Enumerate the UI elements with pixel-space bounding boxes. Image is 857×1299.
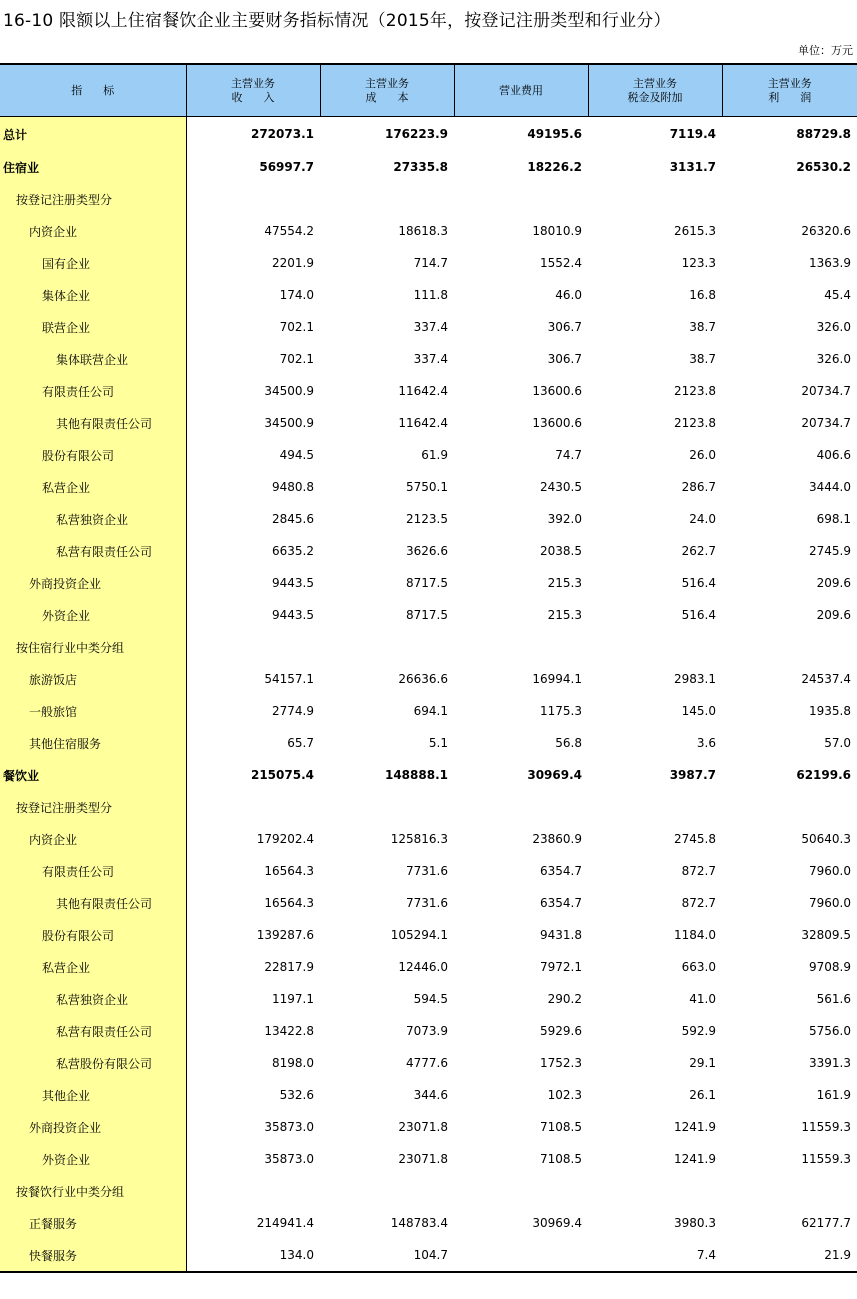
table-row [0, 439, 857, 471]
table-row [0, 375, 857, 407]
row-label: 股份有限公司 [0, 439, 186, 471]
table-cell: 16994.1 [532, 672, 582, 686]
table-cell: 11642.4 [398, 416, 448, 430]
table-cell: 5.1 [428, 736, 448, 750]
table-row [0, 1015, 857, 1047]
table-row [0, 1175, 857, 1207]
table-cell: 13422.8 [264, 1024, 314, 1038]
table-cell: 11642.4 [398, 384, 448, 398]
table-cell [320, 791, 454, 823]
table-cell: 54157.1 [264, 672, 314, 686]
table-row [0, 1079, 857, 1111]
table-cell: 5756.0 [809, 1024, 851, 1038]
header-row [0, 64, 857, 117]
table-cell [454, 791, 588, 823]
table-cell: 702.1 [279, 352, 314, 366]
table-cell: 1175.3 [540, 704, 582, 718]
row-label: 按登记注册类型分 [0, 183, 186, 215]
table-cell [588, 183, 722, 215]
table-cell: 179202.4 [256, 832, 314, 846]
table-cell: 56.8 [555, 736, 582, 750]
table-cell: 516.4 [681, 608, 716, 622]
table-cell: 7972.1 [540, 960, 582, 974]
table-cell: 3391.3 [809, 1056, 851, 1070]
table-row [0, 1047, 857, 1079]
table-cell: 7073.9 [406, 1024, 448, 1038]
table-cell: 18226.2 [527, 160, 582, 174]
table-cell [186, 183, 320, 215]
table-row [0, 887, 857, 919]
table-row [0, 343, 857, 375]
table-cell: 24537.4 [801, 672, 851, 686]
table-cell: 41.0 [689, 992, 716, 1006]
table-cell: 23860.9 [532, 832, 582, 846]
table-cell: 209.6 [816, 576, 851, 590]
table-cell: 11559.3 [801, 1152, 851, 1166]
table-cell: 35873.0 [264, 1152, 314, 1166]
table-cell: 7119.4 [669, 127, 716, 141]
row-label: 私营股份有限公司 [0, 1047, 186, 1079]
table-row [0, 855, 857, 887]
table-cell: 6354.7 [540, 864, 582, 878]
row-label: 总计 [0, 117, 186, 152]
table-cell: 2745.9 [809, 544, 851, 558]
table-cell [722, 791, 857, 823]
table-row [0, 631, 857, 663]
table-cell: 22817.9 [264, 960, 314, 974]
table-row [0, 407, 857, 439]
table-cell: 306.7 [547, 352, 582, 366]
table-cell [722, 1175, 857, 1207]
table-cell: 139287.6 [256, 928, 314, 942]
table-cell: 11559.3 [801, 1120, 851, 1134]
table-cell: 62199.6 [796, 768, 851, 782]
table-cell: 161.9 [816, 1088, 851, 1102]
table-cell: 148888.1 [384, 768, 448, 782]
table-cell: 8198.0 [272, 1056, 314, 1070]
table-cell: 344.6 [413, 1088, 448, 1102]
table-cell: 326.0 [816, 352, 851, 366]
table-cell: 306.7 [547, 320, 582, 334]
table-cell: 532.6 [279, 1088, 314, 1102]
row-label: 内资企业 [0, 215, 186, 247]
table-cell [454, 1239, 588, 1272]
table-cell: 3444.0 [809, 480, 851, 494]
table-cell: 21.9 [722, 1239, 857, 1272]
table-cell: 337.4 [413, 320, 448, 334]
table-cell: 30969.4 [527, 768, 582, 782]
table-cell: 35873.0 [264, 1120, 314, 1134]
table-row [0, 695, 857, 727]
table-row [0, 983, 857, 1015]
table-cell: 2123.8 [674, 384, 716, 398]
table-cell: 9480.8 [272, 480, 314, 494]
table-cell: 38.7 [689, 352, 716, 366]
table-cell: 46.0 [555, 288, 582, 302]
row-label: 正餐服务 [0, 1207, 186, 1239]
row-label: 私营企业 [0, 951, 186, 983]
table-cell: 1184.0 [674, 928, 716, 942]
table-row [0, 919, 857, 951]
table-cell: 2745.8 [674, 832, 716, 846]
row-label: 外商投资企业 [0, 567, 186, 599]
table-cell [186, 1175, 320, 1207]
table-cell: 1241.9 [674, 1152, 716, 1166]
table-cell: 9443.5 [272, 576, 314, 590]
table-cell: 26530.2 [796, 160, 851, 174]
table-cell [320, 631, 454, 663]
table-cell: 34500.9 [264, 416, 314, 430]
column-header: 主营业务 成 本 [320, 64, 454, 117]
table-cell: 174.0 [279, 288, 314, 302]
table-cell: 1241.9 [674, 1120, 716, 1134]
table-cell: 3131.7 [669, 160, 716, 174]
table-cell: 176223.9 [384, 127, 448, 141]
table-cell: 18618.3 [398, 224, 448, 238]
table-row [0, 1111, 857, 1143]
table-cell [320, 183, 454, 215]
table-cell: 516.4 [681, 576, 716, 590]
table-cell: 9708.9 [809, 960, 851, 974]
column-header: 主营业务 收 入 [186, 64, 320, 117]
table-row [0, 951, 857, 983]
table-cell: 714.7 [413, 256, 448, 270]
table-cell: 2845.6 [272, 512, 314, 526]
table-cell: 286.7 [681, 480, 716, 494]
table-cell: 50640.3 [801, 832, 851, 846]
table-cell: 6354.7 [540, 896, 582, 910]
table-cell: 5929.6 [540, 1024, 582, 1038]
table-cell: 49195.6 [527, 127, 582, 141]
table-row [0, 823, 857, 855]
row-label: 集体企业 [0, 279, 186, 311]
table-cell: 16.8 [689, 288, 716, 302]
row-label: 有限责任公司 [0, 375, 186, 407]
table-row [0, 503, 857, 535]
table-cell: 61.9 [421, 448, 448, 462]
table-cell: 8717.5 [406, 608, 448, 622]
table-cell [186, 791, 320, 823]
row-label: 有限责任公司 [0, 855, 186, 887]
table-row [0, 247, 857, 279]
row-label: 外资企业 [0, 1143, 186, 1175]
table-cell [454, 183, 588, 215]
table-cell: 4777.6 [406, 1056, 448, 1070]
table-cell: 105294.1 [390, 928, 448, 942]
row-label: 外资企业 [0, 599, 186, 631]
table-cell: 2123.5 [406, 512, 448, 526]
table-cell: 872.7 [681, 896, 716, 910]
row-label: 私营有限责任公司 [0, 535, 186, 567]
row-label: 快餐服务 [0, 1239, 186, 1272]
table-cell: 145.0 [681, 704, 716, 718]
table-cell: 26320.6 [801, 224, 851, 238]
table-row [0, 663, 857, 695]
table-cell: 16564.3 [264, 864, 314, 878]
table-cell: 214941.4 [256, 1216, 314, 1230]
table-row [0, 727, 857, 759]
table-row [0, 535, 857, 567]
table-cell: 7731.6 [406, 864, 448, 878]
table-cell [722, 631, 857, 663]
row-label: 其他住宿服务 [0, 727, 186, 759]
row-label: 内资企业 [0, 823, 186, 855]
row-label: 私营独资企业 [0, 983, 186, 1015]
table-cell: 9443.5 [272, 608, 314, 622]
table-cell: 65.7 [287, 736, 314, 750]
row-label: 一般旅馆 [0, 695, 186, 727]
table-cell: 26636.6 [398, 672, 448, 686]
row-label: 按餐饮行业中类分组 [0, 1175, 186, 1207]
row-label: 住宿业 [0, 151, 186, 183]
table-row [0, 567, 857, 599]
table-cell: 26.0 [689, 448, 716, 462]
table-cell: 18010.9 [532, 224, 582, 238]
table-row [0, 215, 857, 247]
table-cell: 38.7 [689, 320, 716, 334]
table-cell: 27335.8 [393, 160, 448, 174]
table-cell: 290.2 [547, 992, 582, 1006]
column-header: 指 标 [0, 64, 186, 117]
table-cell: 215.3 [547, 576, 582, 590]
table-cell [722, 183, 857, 215]
table-cell: 215075.4 [250, 768, 314, 782]
table-cell: 7731.6 [406, 896, 448, 910]
column-header: 主营业务 税金及附加 [588, 64, 722, 117]
table-cell: 3626.6 [406, 544, 448, 558]
table-cell: 9431.8 [540, 928, 582, 942]
table-cell: 23071.8 [398, 1120, 448, 1134]
table-row [0, 599, 857, 631]
table-cell: 1552.4 [540, 256, 582, 270]
table-cell: 13600.6 [532, 416, 582, 430]
row-label: 其他有限责任公司 [0, 887, 186, 919]
table-cell: 13600.6 [532, 384, 582, 398]
table-row [0, 279, 857, 311]
table-cell: 694.1 [413, 704, 448, 718]
row-label: 私营独资企业 [0, 503, 186, 535]
table-cell [454, 1175, 588, 1207]
table-cell: 57.0 [824, 736, 851, 750]
row-label: 其他有限责任公司 [0, 407, 186, 439]
row-label: 私营企业 [0, 471, 186, 503]
table-cell: 30969.4 [532, 1216, 582, 1230]
column-header: 主营业务 利 润 [722, 64, 857, 117]
table-cell: 2038.5 [540, 544, 582, 558]
row-label: 按登记注册类型分 [0, 791, 186, 823]
table-row [0, 1239, 857, 1272]
row-label: 集体联营企业 [0, 343, 186, 375]
table-cell: 74.7 [555, 448, 582, 462]
table-cell: 561.6 [816, 992, 851, 1006]
table-cell: 2983.1 [674, 672, 716, 686]
table-cell: 7960.0 [809, 896, 851, 910]
table-cell: 102.3 [547, 1088, 582, 1102]
table-cell: 594.5 [413, 992, 448, 1006]
row-label: 私营有限责任公司 [0, 1015, 186, 1047]
table-cell: 337.4 [413, 352, 448, 366]
table-row [0, 151, 857, 183]
table-cell: 7108.5 [540, 1120, 582, 1134]
table-cell: 326.0 [816, 320, 851, 334]
table-row [0, 759, 857, 791]
table-cell: 702.1 [279, 320, 314, 334]
row-label: 其他企业 [0, 1079, 186, 1111]
table-cell: 29.1 [689, 1056, 716, 1070]
row-label: 旅游饭店 [0, 663, 186, 695]
table-cell: 3987.7 [669, 768, 716, 782]
table-cell: 5750.1 [406, 480, 448, 494]
table-row [0, 311, 857, 343]
table-cell: 3.6 [696, 736, 716, 750]
table-cell: 111.8 [413, 288, 448, 302]
table-cell [454, 631, 588, 663]
table-cell: 272073.1 [250, 127, 314, 141]
table-cell: 62177.7 [801, 1216, 851, 1230]
table-cell: 215.3 [547, 608, 582, 622]
table-cell: 698.1 [816, 512, 851, 526]
table-row [0, 1143, 857, 1175]
table-cell: 7108.5 [540, 1152, 582, 1166]
unit-label: 单位：万元 [798, 44, 853, 57]
table-cell: 12446.0 [398, 960, 448, 974]
table-cell: 32809.5 [801, 928, 851, 942]
table-cell: 2123.8 [674, 416, 716, 430]
table-cell [588, 791, 722, 823]
table-row [0, 183, 857, 215]
table-cell: 20734.7 [801, 416, 851, 430]
table-cell: 104.7 [320, 1239, 454, 1272]
row-label: 联营企业 [0, 311, 186, 343]
row-label: 餐饮业 [0, 759, 186, 791]
table-cell: 6635.2 [272, 544, 314, 558]
page-title: 16-10 限额以上住宿餐饮企业主要财务指标情况（2015年，按登记注册类型和行业分） [3, 11, 671, 31]
table-cell [320, 1175, 454, 1207]
table-cell: 209.6 [816, 608, 851, 622]
table-cell: 23071.8 [398, 1152, 448, 1166]
table-cell: 1363.9 [809, 256, 851, 270]
table-cell: 872.7 [681, 864, 716, 878]
table-cell: 7960.0 [809, 864, 851, 878]
table-cell: 494.5 [279, 448, 314, 462]
table-cell: 2774.9 [272, 704, 314, 718]
row-label: 按住宿行业中类分组 [0, 631, 186, 663]
table-cell: 123.3 [681, 256, 716, 270]
table-cell: 56997.7 [259, 160, 314, 174]
table-cell: 8717.5 [406, 576, 448, 590]
table-cell: 125816.3 [390, 832, 448, 846]
financial-table [0, 63, 857, 1273]
table-cell: 663.0 [681, 960, 716, 974]
table-cell: 1935.8 [809, 704, 851, 718]
table-cell: 1197.1 [272, 992, 314, 1006]
table-cell: 34500.9 [264, 384, 314, 398]
table-cell: 2615.3 [674, 224, 716, 238]
table-cell: 47554.2 [264, 224, 314, 238]
table-cell: 88729.8 [796, 127, 851, 141]
table-cell: 592.9 [681, 1024, 716, 1038]
table-cell: 392.0 [547, 512, 582, 526]
table-cell: 16564.3 [264, 896, 314, 910]
table-cell: 45.4 [824, 288, 851, 302]
table-cell: 7.4 [588, 1239, 722, 1272]
table-row [0, 1207, 857, 1239]
row-label: 国有企业 [0, 247, 186, 279]
table-row [0, 471, 857, 503]
table-cell [588, 631, 722, 663]
table-cell: 262.7 [681, 544, 716, 558]
table-row [0, 791, 857, 823]
table-cell: 20734.7 [801, 384, 851, 398]
table-cell: 3980.3 [674, 1216, 716, 1230]
column-header: 营业费用 [454, 64, 588, 117]
table-cell: 2430.5 [540, 480, 582, 494]
table-row [0, 117, 857, 152]
table-cell: 406.6 [816, 448, 851, 462]
table-cell: 134.0 [186, 1239, 320, 1272]
table-cell: 148783.4 [390, 1216, 448, 1230]
table-cell: 1752.3 [540, 1056, 582, 1070]
row-label: 外商投资企业 [0, 1111, 186, 1143]
row-label: 股份有限公司 [0, 919, 186, 951]
table-cell: 24.0 [689, 512, 716, 526]
table-cell: 26.1 [689, 1088, 716, 1102]
table-cell [186, 631, 320, 663]
table-cell: 2201.9 [272, 256, 314, 270]
table-cell [588, 1175, 722, 1207]
